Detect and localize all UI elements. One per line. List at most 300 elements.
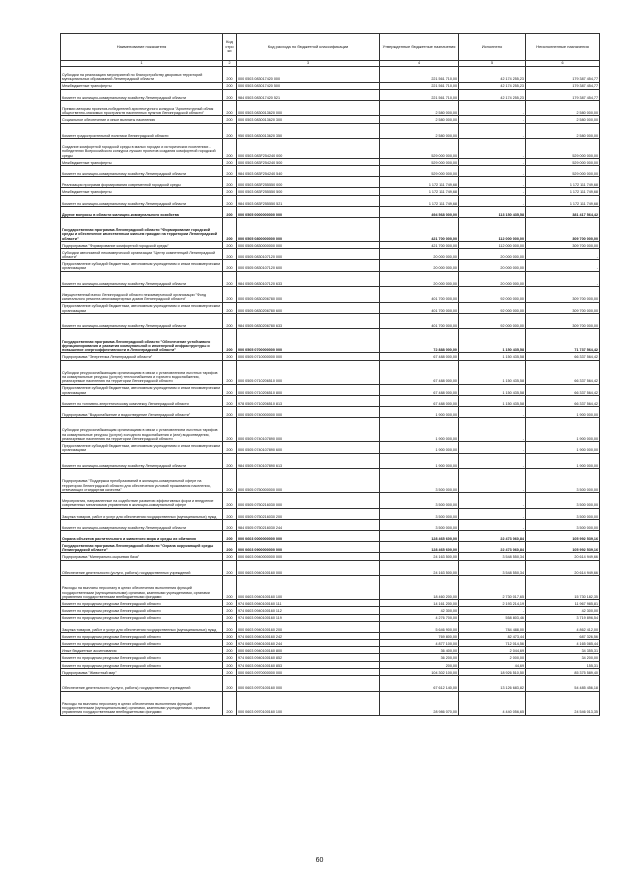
- row-executed: 13 126 683,82: [459, 676, 526, 692]
- row-remaining: 2 580 000,00: [526, 100, 600, 116]
- row-budget-code: 000 0603 0970100160 000: [237, 676, 380, 692]
- row-executed: -: [459, 519, 526, 530]
- row-name: Расходы на выплаты персоналу в целях обеспечения выполнения функций государственными (муниципальными) органами, казенными учреждениями, органами управления государственными внебюджетными фондами: [61, 691, 223, 715]
- row-line-code: 200: [223, 89, 237, 100]
- row-line-code: 200: [223, 313, 237, 329]
- row-budget-code: 000 0503 083F254240 000: [237, 139, 380, 159]
- row-budget-code: 978 0505 0710206510 813: [237, 395, 380, 406]
- row-remaining: 687 326,56: [526, 632, 600, 639]
- table-row: [61, 407, 600, 418]
- row-line-code: 200: [223, 600, 237, 607]
- header-indicator-name: Наименование показателя: [61, 34, 223, 61]
- table-row: [61, 493, 600, 509]
- row-executed: 92 000 000,00: [459, 313, 526, 329]
- row-remaining: 179 387 454,77: [526, 89, 600, 100]
- row-budget-code: 984 0503 083F255550 521: [237, 195, 380, 206]
- row-budget-code: 984 0503 083F254240 540: [237, 166, 380, 177]
- row-name: Закупка товаров, работ и услуг для обеспечения государственных (муниципальных) нужд: [61, 508, 223, 519]
- row-approved: 20 000 000,00: [380, 260, 459, 271]
- row-executed: -: [459, 418, 526, 442]
- row-approved: 529 000 000,00: [380, 158, 459, 165]
- row-remaining: 3 500 000,00: [526, 493, 600, 509]
- row-name: Комитет по природным ресурсам Ленинградской области: [61, 654, 223, 661]
- row-name: Предоставление субсидий бюджетным, автономным учреждениям и иным некоммерческим организациям: [61, 442, 223, 453]
- row-remaining: 66 337 564,42: [526, 353, 600, 360]
- row-name: Охрана объектов растительного и животного мира и среды их обитания: [61, 531, 223, 542]
- table-row: [61, 158, 600, 165]
- row-name: Комитет градостроительной политики Ленинградской области: [61, 123, 223, 139]
- row-budget-code: 974 0603 0940100160 853: [237, 661, 380, 668]
- row-remaining: 24 546 013,35: [526, 691, 600, 715]
- row-approved: 2 580 000,00: [380, 100, 459, 116]
- row-approved: 1 900 000,00: [380, 453, 459, 469]
- row-name: Комитет по жилищно-коммунальному хозяйству Ленинградской области: [61, 195, 223, 206]
- row-line-code: 200: [223, 632, 237, 639]
- row-name: Предоставление субсидий бюджетным, автономным учреждениям и иным некоммерческим организациям: [61, 384, 223, 395]
- row-budget-code: 000 0505 0800000000 000: [237, 217, 380, 241]
- row-budget-code: 000 0505 0740107890 000: [237, 418, 380, 442]
- table-body: [61, 67, 600, 716]
- row-approved: 14 161 200,00: [380, 600, 459, 607]
- row-line-code: 200: [223, 100, 237, 116]
- row-approved: 42 300,00: [380, 607, 459, 614]
- table-row: [61, 600, 600, 607]
- table-row: [61, 67, 600, 83]
- row-approved: 221 561 710,00: [380, 89, 459, 100]
- row-approved: 200,00: [380, 661, 459, 668]
- row-executed: 2 730 017,65: [459, 576, 526, 600]
- row-name: Субсидии на реализацию мероприятий по благоустройству дворовых территорий муниципальных образований Ленинградской области: [61, 67, 223, 83]
- row-executed: 42 174 255,23: [459, 67, 526, 83]
- row-remaining: 66 337 564,42: [526, 384, 600, 395]
- row-remaining: 2 580 000,00: [526, 123, 600, 139]
- row-name: Социальное обеспечение и иные выплаты населению: [61, 116, 223, 123]
- table-row: [61, 647, 600, 654]
- row-executed: -: [459, 607, 526, 614]
- row-remaining: 179 387 454,77: [526, 67, 600, 83]
- table-row: [61, 469, 600, 493]
- row-approved: 494 568 000,00: [380, 206, 459, 217]
- row-name: Комитет по жилищно-коммунальному хозяйству Ленинградской области: [61, 313, 223, 329]
- table-row: [61, 640, 600, 647]
- row-executed: 1 150 435,58: [459, 329, 526, 353]
- row-remaining: 105 992 539,16: [526, 542, 600, 553]
- row-executed: 2 000,00: [459, 654, 526, 661]
- row-name: Подпрограмма "Энергетика Ленинградской области": [61, 353, 223, 360]
- table-row: [61, 453, 600, 469]
- table-row: [61, 418, 600, 442]
- table-row: [61, 260, 600, 271]
- row-line-code: 200: [223, 360, 237, 384]
- row-approved: 4 276 700,00: [380, 614, 459, 621]
- row-remaining: 309 700 000,00: [526, 242, 600, 249]
- row-approved: 3 500 000,00: [380, 469, 459, 493]
- row-approved: 1 900 000,00: [380, 442, 459, 453]
- row-name: Комитет по жилищно-коммунальному хозяйству Ленинградской области: [61, 271, 223, 287]
- row-budget-code: 984 0503 083017420 521: [237, 89, 380, 100]
- row-name: Подпрограмма "Поддержка преобразований в жилищно-коммунальной сфере на территории Ленинградской области для обеспечения условий проживания населения, отвечающих стандартам качества": [61, 469, 223, 493]
- row-line-code: 200: [223, 531, 237, 542]
- row-line-code: 200: [223, 668, 237, 675]
- table-row: [61, 360, 600, 384]
- row-executed: 42 174 255,23: [459, 82, 526, 89]
- row-remaining: -: [526, 260, 600, 271]
- row-executed: 3 548 550,34: [459, 560, 526, 576]
- row-budget-code: 000 0503 0830013620 300: [237, 116, 380, 123]
- row-line-code: 200: [223, 329, 237, 353]
- row-name: Комитет по жилищно-коммунальному хозяйству Ленинградской области: [61, 453, 223, 469]
- row-executed: 1 150 435,58: [459, 395, 526, 406]
- row-budget-code: 000 0503 083F255550 000: [237, 177, 380, 188]
- row-approved: 36 200,00: [380, 654, 459, 661]
- row-executed: -: [459, 442, 526, 453]
- header-budget-code: Код расхода по бюджетной классификации: [237, 34, 380, 61]
- row-remaining: 3 500 000,00: [526, 519, 600, 530]
- table-row: [61, 553, 600, 560]
- row-budget-code: 974 0603 0940100160 111: [237, 600, 380, 607]
- row-budget-code: 000 0603 0970100160 100: [237, 691, 380, 715]
- row-name: Подпрограмма "Водоснабжение и водоотведение Ленинградской области": [61, 407, 223, 418]
- table-row: [61, 166, 600, 177]
- row-approved: 401 700 000,00: [380, 287, 459, 303]
- row-remaining: 3 500 000,00: [526, 508, 600, 519]
- row-approved: 67 488 000,00: [380, 360, 459, 384]
- row-approved: 529 000 000,00: [380, 166, 459, 177]
- row-line-code: 200: [223, 508, 237, 519]
- row-remaining: -: [526, 249, 600, 260]
- row-executed: -: [459, 508, 526, 519]
- row-line-code: 200: [223, 493, 237, 509]
- row-line-code: 200: [223, 384, 237, 395]
- row-remaining: 381 417 564,42: [526, 206, 600, 217]
- row-budget-code: 000 0505 0750000000 000: [237, 469, 380, 493]
- row-executed: 92 000 000,00: [459, 302, 526, 313]
- row-remaining: 4 862 412,00: [526, 621, 600, 632]
- row-approved: 67 488 000,00: [380, 395, 459, 406]
- row-name: Премии авторам проектов-победителей архитектурного конкурса "Архитектурный облик общественно-значимых пространств населенных пунктов Ленинградской области": [61, 100, 223, 116]
- row-name: Комитет по жилищно-коммунальному хозяйству Ленинградской области: [61, 166, 223, 177]
- row-line-code: 200: [223, 442, 237, 453]
- row-name: Субсидии ресурсоснабжающим организациям в связи с установлением льготных тарифов на коммунальные ресурсы (услуги) теплоснабжения и горячего водоснабжения, реализуемые населению на территории Ленинградской области: [61, 360, 223, 384]
- row-name: Мероприятия, направленные на содействие развитию эффективных форм и внедрение современных механизмов управления в жилищно-коммунальной сфере: [61, 493, 223, 509]
- page-number: 60: [315, 857, 324, 864]
- row-name: Комитет по жилищно-коммунальному хозяйству Ленинградской области: [61, 89, 223, 100]
- row-remaining: 4 165 085,44: [526, 640, 600, 647]
- row-executed: -: [459, 177, 526, 188]
- row-budget-code: 000 0503 083017420 500: [237, 82, 380, 89]
- row-line-code: 200: [223, 407, 237, 418]
- column-number: 4: [380, 61, 459, 67]
- row-line-code: 200: [223, 418, 237, 442]
- row-remaining: 34 355,31: [526, 647, 600, 654]
- row-budget-code: 000 0603 0940100160 000: [237, 560, 380, 576]
- row-line-code: 200: [223, 553, 237, 560]
- row-line-code: 200: [223, 453, 237, 469]
- row-budget-code: 000 0505 0740107890 600: [237, 442, 380, 453]
- row-executed: 20 000 000,00: [459, 260, 526, 271]
- row-approved: 769 800,00: [380, 632, 459, 639]
- row-budget-code: 000 0505 0830206780 000: [237, 287, 380, 303]
- table-row: [61, 139, 600, 159]
- row-approved: 128 465 600,00: [380, 531, 459, 542]
- row-name: Предоставление субсидий бюджетным, автономным учреждениям и иным некоммерческим организациям: [61, 302, 223, 313]
- row-approved: 67 612 140,00: [380, 676, 459, 692]
- row-line-code: 200: [223, 676, 237, 692]
- row-executed: -: [459, 453, 526, 469]
- table-row: [61, 89, 600, 100]
- row-line-code: 200: [223, 195, 237, 206]
- row-name: Комитет по природным ресурсам Ленинградской области: [61, 640, 223, 647]
- row-budget-code: 000 0505 0710206510 000: [237, 360, 380, 384]
- table-row: [61, 188, 600, 195]
- row-name: Комитет по природным ресурсам Ленинградской области: [61, 614, 223, 621]
- row-name: Межбюджетные трансферты: [61, 158, 223, 165]
- row-line-code: 200: [223, 640, 237, 647]
- row-remaining: 66 337 564,42: [526, 360, 600, 384]
- row-line-code: 200: [223, 188, 237, 195]
- row-budget-code: 000 0603 0940100160 200: [237, 621, 380, 632]
- row-executed: -: [459, 123, 526, 139]
- row-approved: 18 460 200,00: [380, 576, 459, 600]
- row-remaining: 66 337 564,42: [526, 395, 600, 406]
- table-row: [61, 313, 600, 329]
- row-executed: 4 440 056,65: [459, 691, 526, 715]
- table-row: [61, 82, 600, 89]
- row-approved: 2 580 000,00: [380, 116, 459, 123]
- row-line-code: 200: [223, 302, 237, 313]
- row-name: Комитет по природным ресурсам Ленинградской области: [61, 600, 223, 607]
- row-line-code: 200: [223, 691, 237, 715]
- row-executed: 92 000 000,00: [459, 287, 526, 303]
- row-remaining: 1 900 000,00: [526, 407, 600, 418]
- row-remaining: 11 967 985,81: [526, 600, 600, 607]
- row-remaining: 179 387 454,77: [526, 82, 600, 89]
- table-row: [61, 206, 600, 217]
- row-name: Комитет по топливно-энергетическому комплексу Ленинградской области: [61, 395, 223, 406]
- table-row: [61, 614, 600, 621]
- row-approved: 221 561 710,00: [380, 82, 459, 89]
- row-name: Иные бюджетные ассигнования: [61, 647, 223, 654]
- row-executed: 18 926 510,50: [459, 668, 526, 675]
- row-budget-code: 000 0503 083017420 000: [237, 67, 380, 83]
- row-line-code: 200: [223, 82, 237, 89]
- row-budget-code: 000 0603 0900000000 000: [237, 542, 380, 553]
- table-row: [61, 661, 600, 668]
- table-row: [61, 116, 600, 123]
- row-line-code: 200: [223, 576, 237, 600]
- row-name: Подпрограмма "Формирование комфортной городской среды": [61, 242, 223, 249]
- row-approved: 5 646 900,00: [380, 621, 459, 632]
- row-approved: 221 561 710,00: [380, 67, 459, 83]
- row-name: Имущественный взнос Ленинградской области некоммерческой организации "Фонд капитального ремонта многоквартирных домов Ленинградской области": [61, 287, 223, 303]
- row-executed: -: [459, 188, 526, 195]
- row-executed: 1 150 435,58: [459, 384, 526, 395]
- row-executed: 112 000 000,00: [459, 217, 526, 241]
- row-approved: 421 700 000,00: [380, 242, 459, 249]
- row-name: Реализация программ формирования современной городской среды: [61, 177, 223, 188]
- table-row: [61, 123, 600, 139]
- table-row: [61, 302, 600, 313]
- row-budget-code: 984 0505 0750216030 244: [237, 519, 380, 530]
- column-number: 2: [223, 61, 237, 67]
- row-name: Государственная программа Ленинградской области "Охрана окружающей среды Ленинградской области": [61, 542, 223, 553]
- row-executed: -: [459, 493, 526, 509]
- row-name: Субсидии ресурсоснабжающим организациям в связи с установлением льготных тарифов на коммунальные ресурсы (услуги) холодного водоснабжения и (или) водоотведения, реализуемые населению на территории Ленинградской области: [61, 418, 223, 442]
- row-executed: 2 044,69: [459, 647, 526, 654]
- row-remaining: 529 000 000,00: [526, 158, 600, 165]
- column-number: 6: [526, 61, 600, 67]
- row-budget-code: 000 0505 0830000000 000: [237, 242, 380, 249]
- row-remaining: 85 375 589,40: [526, 668, 600, 675]
- row-remaining: 20 614 949,66: [526, 553, 600, 560]
- row-line-code: 200: [223, 139, 237, 159]
- row-line-code: 200: [223, 271, 237, 287]
- row-remaining: 529 000 000,00: [526, 166, 600, 177]
- row-approved: 104 302 100,00: [380, 668, 459, 675]
- row-budget-code: 000 0603 0970000000 000: [237, 668, 380, 675]
- table-row: [61, 271, 600, 287]
- row-approved: 401 700 000,00: [380, 302, 459, 313]
- table-row: [61, 632, 600, 639]
- row-remaining: 309 700 000,00: [526, 287, 600, 303]
- table-row: [61, 242, 600, 249]
- table-row: [61, 607, 600, 614]
- row-remaining: 1 172 111 749,68: [526, 188, 600, 195]
- row-approved: 20 000 000,00: [380, 249, 459, 260]
- table-row: [61, 519, 600, 530]
- row-executed: 22 473 060,84: [459, 531, 526, 542]
- row-budget-code: 000 0505 0700000000 000: [237, 329, 380, 353]
- row-name: Подпрограмма "Животный мир": [61, 668, 223, 675]
- row-line-code: 200: [223, 242, 237, 249]
- row-executed: 113 150 435,58: [459, 206, 526, 217]
- row-budget-code: 000 0505 0830206780 600: [237, 302, 380, 313]
- table-row: [61, 287, 600, 303]
- table-row: [61, 668, 600, 675]
- row-executed: -: [459, 116, 526, 123]
- row-approved: 67 488 000,00: [380, 353, 459, 360]
- table-row: [61, 353, 600, 360]
- row-budget-code: 984 0505 0830206780 633: [237, 313, 380, 329]
- row-line-code: 200: [223, 116, 237, 123]
- row-remaining: 42 300,00: [526, 607, 600, 614]
- row-name: Создание комфортной городской среды в малых городах и исторических поселениях - победителях Всероссийского конкурса лучших проектов создания комфортной городской среды: [61, 139, 223, 159]
- row-executed: 20 000 000,00: [459, 271, 526, 287]
- row-remaining: 309 700 000,00: [526, 313, 600, 329]
- row-approved: 28 986 070,00: [380, 691, 459, 715]
- row-line-code: 200: [223, 395, 237, 406]
- row-remaining: 1 900 000,00: [526, 453, 600, 469]
- row-executed: 1 150 435,58: [459, 360, 526, 384]
- row-remaining: 309 700 000,00: [526, 302, 600, 313]
- table-row: [61, 531, 600, 542]
- row-name: Предоставление субсидий бюджетным, автономным учреждениям и иным некоммерческим организациям: [61, 260, 223, 271]
- table-row: [61, 621, 600, 632]
- row-line-code: 200: [223, 621, 237, 632]
- row-remaining: 15 730 182,35: [526, 576, 600, 600]
- row-executed: -: [459, 158, 526, 165]
- row-name: Комитет по природным ресурсам Ленинградской области: [61, 632, 223, 639]
- row-budget-code: 000 0505 0750216030 000: [237, 493, 380, 509]
- row-line-code: 200: [223, 217, 237, 241]
- row-approved: 401 700 000,00: [380, 313, 459, 329]
- table-row: [61, 576, 600, 600]
- header-line-code: Код стро ки: [223, 34, 237, 61]
- row-remaining: 2 580 000,00: [526, 116, 600, 123]
- row-line-code: 200: [223, 614, 237, 621]
- row-remaining: 71 737 564,42: [526, 329, 600, 353]
- row-executed: 1 150 435,58: [459, 353, 526, 360]
- row-budget-code: 974 0603 0940100160 119: [237, 614, 380, 621]
- row-executed: 82 473,44: [459, 632, 526, 639]
- row-approved: 1 172 111 749,68: [380, 195, 459, 206]
- row-executed: -: [459, 195, 526, 206]
- row-line-code: 200: [223, 158, 237, 165]
- row-line-code: 200: [223, 560, 237, 576]
- row-line-code: 200: [223, 177, 237, 188]
- row-remaining: 54 485 456,18: [526, 676, 600, 692]
- row-name: Обеспечение деятельности (услуги, работы) государственных учреждений: [61, 676, 223, 692]
- row-remaining: 1 172 111 749,68: [526, 177, 600, 188]
- row-budget-code: 000 0603 0000000000 000: [237, 531, 380, 542]
- row-name: Обеспечение деятельности (услуги, работы) государственных учреждений: [61, 560, 223, 576]
- row-name: Расходы на выплаты персоналу в целях обеспечения выполнения функций государственными (муниципальными) органами, казенными учреждениями, органами управления государственными внебюджетными фондами: [61, 576, 223, 600]
- row-budget-code: 000 0603 0940000000 000: [237, 553, 380, 560]
- row-approved: 1 900 000,00: [380, 407, 459, 418]
- row-name: Межбюджетные трансферты: [61, 82, 223, 89]
- row-approved: 24 163 500,00: [380, 560, 459, 576]
- row-executed: -: [459, 139, 526, 159]
- row-budget-code: 000 0505 0000000000 000: [237, 206, 380, 217]
- row-executed: 2 193 214,19: [459, 600, 526, 607]
- header-remaining: Неисполненные назначения: [526, 34, 600, 61]
- table-row: [61, 542, 600, 553]
- row-approved: 72 888 000,00: [380, 329, 459, 353]
- row-budget-code: 000 0603 0940100160 100: [237, 576, 380, 600]
- row-budget-code: 000 0505 0740000000 000: [237, 407, 380, 418]
- row-approved: 421 700 000,00: [380, 217, 459, 241]
- row-approved: 1 172 111 749,68: [380, 188, 459, 195]
- row-approved: 3 500 000,00: [380, 493, 459, 509]
- row-remaining: 105 992 539,16: [526, 531, 600, 542]
- row-line-code: 200: [223, 654, 237, 661]
- row-budget-code: 000 0503 083F255550 500: [237, 188, 380, 195]
- row-executed: -: [459, 407, 526, 418]
- row-remaining: -: [526, 271, 600, 287]
- row-approved: 3 500 000,00: [380, 508, 459, 519]
- row-budget-code: 984 0505 0740107890 613: [237, 453, 380, 469]
- table-row: [61, 329, 600, 353]
- row-name: Государственная программа Ленинградской области "Обеспечение устойчивого функционирования и развития коммунальной и инженерной инфраструктуры и повышение энергоэффективности в Ленинградской области": [61, 329, 223, 353]
- table-row: [61, 100, 600, 116]
- row-executed: -: [459, 469, 526, 493]
- row-name: Субсидии автономной некоммерческой организации "Центр компетенций Ленинградской области": [61, 249, 223, 260]
- row-line-code: 200: [223, 469, 237, 493]
- row-approved: 24 163 500,00: [380, 553, 459, 560]
- row-budget-code: 000 0505 0750216030 200: [237, 508, 380, 519]
- table-row: [61, 560, 600, 576]
- row-line-code: 200: [223, 647, 237, 654]
- row-budget-code: 974 0603 0940100160 112: [237, 607, 380, 614]
- row-line-code: 200: [223, 123, 237, 139]
- row-approved: 3 500 000,00: [380, 519, 459, 530]
- row-executed: 42 174 255,23: [459, 89, 526, 100]
- table-row: [61, 195, 600, 206]
- row-remaining: 3 500 000,00: [526, 469, 600, 493]
- table-row: [61, 691, 600, 715]
- row-budget-code: 000 0505 0830107120 000: [237, 249, 380, 260]
- table-row: [61, 249, 600, 260]
